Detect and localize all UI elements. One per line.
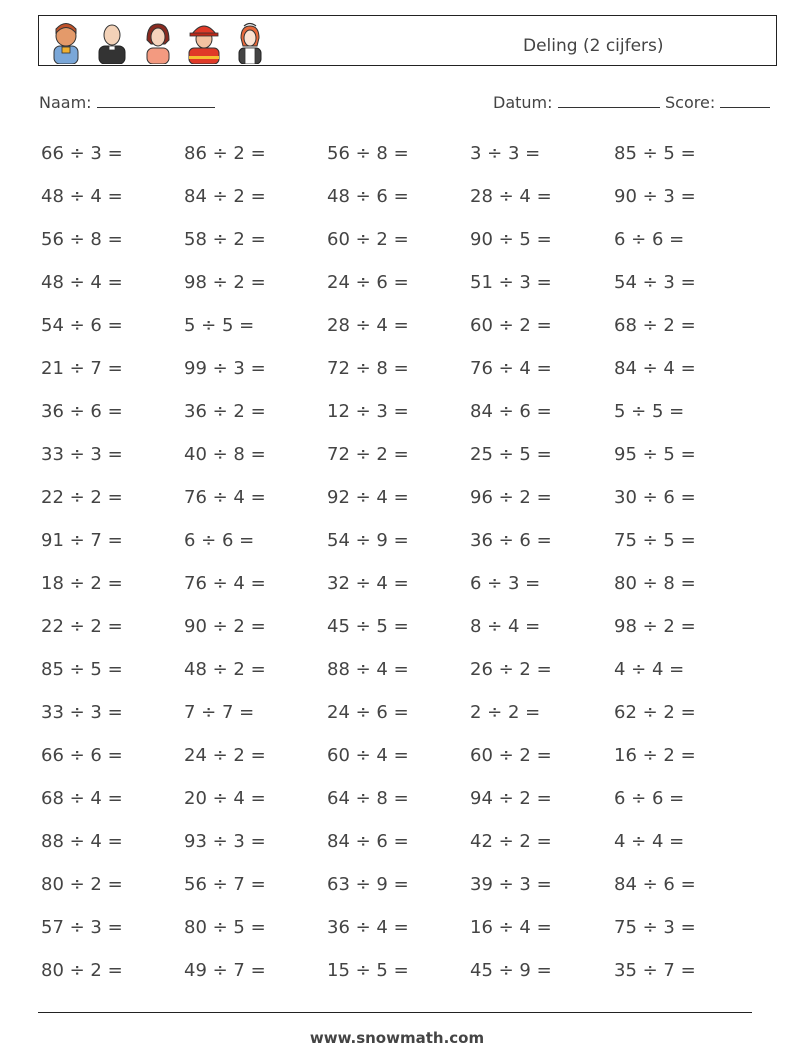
division-problem: 84 ÷ 6 =: [470, 401, 552, 422]
division-problem: 95 ÷ 5 =: [614, 444, 696, 465]
division-problem: 60 ÷ 2 =: [470, 315, 552, 336]
division-problem: 26 ÷ 2 =: [470, 659, 552, 680]
maid-avatar-icon: [231, 20, 269, 64]
division-problem: 32 ÷ 4 =: [327, 573, 409, 594]
footer-divider: [38, 1012, 752, 1013]
division-problem: 40 ÷ 8 =: [184, 444, 266, 465]
division-problem: 75 ÷ 5 =: [614, 530, 696, 551]
division-problem: 48 ÷ 6 =: [327, 186, 409, 207]
firefighter-avatar-icon: [185, 20, 223, 64]
division-problem: 35 ÷ 7 =: [614, 960, 696, 981]
division-problem: 63 ÷ 9 =: [327, 874, 409, 895]
division-problem: 6 ÷ 6 =: [184, 530, 255, 551]
division-problem: 88 ÷ 4 =: [41, 831, 123, 852]
division-problem: 85 ÷ 5 =: [41, 659, 123, 680]
division-problem: 49 ÷ 7 =: [184, 960, 266, 981]
division-problem: 8 ÷ 4 =: [470, 616, 541, 637]
division-problem: 93 ÷ 3 =: [184, 831, 266, 852]
division-problem: 48 ÷ 4 =: [41, 186, 123, 207]
priest-avatar-icon: [93, 20, 131, 64]
division-problem: 4 ÷ 4 =: [614, 831, 685, 852]
division-problem: 33 ÷ 3 =: [41, 444, 123, 465]
division-problem: 72 ÷ 2 =: [327, 444, 409, 465]
division-problem: 91 ÷ 7 =: [41, 530, 123, 551]
division-problem: 33 ÷ 3 =: [41, 702, 123, 723]
division-problem: 36 ÷ 6 =: [470, 530, 552, 551]
division-problem: 88 ÷ 4 =: [327, 659, 409, 680]
division-problem: 4 ÷ 4 =: [614, 659, 685, 680]
division-problem: 28 ÷ 4 =: [470, 186, 552, 207]
division-problem: 64 ÷ 8 =: [327, 788, 409, 809]
name-blank-line[interactable]: [97, 93, 215, 108]
division-problem: 45 ÷ 9 =: [470, 960, 552, 981]
division-problem: 12 ÷ 3 =: [327, 401, 409, 422]
division-problem: 76 ÷ 4 =: [184, 487, 266, 508]
division-problem: 51 ÷ 3 =: [470, 272, 552, 293]
division-problem: 96 ÷ 2 =: [470, 487, 552, 508]
division-problem: 20 ÷ 4 =: [184, 788, 266, 809]
division-problem: 84 ÷ 6 =: [327, 831, 409, 852]
division-problem: 80 ÷ 2 =: [41, 874, 123, 895]
division-problem: 48 ÷ 2 =: [184, 659, 266, 680]
division-problem: 22 ÷ 2 =: [41, 616, 123, 637]
division-problem: 66 ÷ 6 =: [41, 745, 123, 766]
division-problem: 56 ÷ 7 =: [184, 874, 266, 895]
date-blank-line[interactable]: [558, 93, 660, 108]
division-problem: 80 ÷ 2 =: [41, 960, 123, 981]
score-label: Score:: [665, 93, 716, 112]
worker-avatar-icon: [47, 20, 85, 64]
avatar-strip: [47, 20, 269, 64]
division-problem: 2 ÷ 2 =: [470, 702, 541, 723]
division-problem: 54 ÷ 6 =: [41, 315, 123, 336]
division-problem: 60 ÷ 4 =: [327, 745, 409, 766]
division-problem: 62 ÷ 2 =: [614, 702, 696, 723]
division-problem: 24 ÷ 6 =: [327, 272, 409, 293]
division-problem: 25 ÷ 5 =: [470, 444, 552, 465]
division-problem: 15 ÷ 5 =: [327, 960, 409, 981]
division-problem: 84 ÷ 2 =: [184, 186, 266, 207]
division-problem: 84 ÷ 4 =: [614, 358, 696, 379]
division-problem: 30 ÷ 6 =: [614, 487, 696, 508]
worksheet-title: Deling (2 cijfers): [523, 36, 664, 56]
division-problem: 7 ÷ 7 =: [184, 702, 255, 723]
name-label: Naam:: [39, 93, 92, 112]
division-problem: 39 ÷ 3 =: [470, 874, 552, 895]
score-field[interactable]: [665, 93, 770, 112]
division-problem: 28 ÷ 4 =: [327, 315, 409, 336]
division-problem: 45 ÷ 5 =: [327, 616, 409, 637]
division-problem: 72 ÷ 8 =: [327, 358, 409, 379]
division-problem: 54 ÷ 9 =: [327, 530, 409, 551]
division-problem: 98 ÷ 2 =: [184, 272, 266, 293]
division-problem: 80 ÷ 5 =: [184, 917, 266, 938]
division-problem: 5 ÷ 5 =: [184, 315, 255, 336]
woman-avatar-icon: [139, 20, 177, 64]
division-problem: 24 ÷ 6 =: [327, 702, 409, 723]
score-blank-line[interactable]: [720, 93, 770, 108]
date-field[interactable]: [493, 93, 660, 112]
date-label: Datum:: [493, 93, 553, 112]
division-problem: 36 ÷ 2 =: [184, 401, 266, 422]
division-problem: 68 ÷ 4 =: [41, 788, 123, 809]
division-problem: 56 ÷ 8 =: [327, 143, 409, 164]
division-problem: 99 ÷ 3 =: [184, 358, 266, 379]
division-problem: 90 ÷ 3 =: [614, 186, 696, 207]
division-problem: 36 ÷ 6 =: [41, 401, 123, 422]
division-problem: 98 ÷ 2 =: [614, 616, 696, 637]
division-problem: 68 ÷ 2 =: [614, 315, 696, 336]
division-problem: 90 ÷ 2 =: [184, 616, 266, 637]
footer-url: www.snowmath.com: [309, 1029, 485, 1047]
division-problem: 16 ÷ 2 =: [614, 745, 696, 766]
name-field[interactable]: [39, 93, 215, 112]
division-problem: 84 ÷ 6 =: [614, 874, 696, 895]
division-problem: 56 ÷ 8 =: [41, 229, 123, 250]
division-problem: 3 ÷ 3 =: [470, 143, 541, 164]
division-problem: 21 ÷ 7 =: [41, 358, 123, 379]
division-problem: 18 ÷ 2 =: [41, 573, 123, 594]
division-problem: 60 ÷ 2 =: [470, 745, 552, 766]
division-problem: 6 ÷ 6 =: [614, 788, 685, 809]
division-problem: 6 ÷ 6 =: [614, 229, 685, 250]
division-problem: 86 ÷ 2 =: [184, 143, 266, 164]
division-problem: 60 ÷ 2 =: [327, 229, 409, 250]
division-problem: 42 ÷ 2 =: [470, 831, 552, 852]
division-problem: 22 ÷ 2 =: [41, 487, 123, 508]
division-problem: 76 ÷ 4 =: [470, 358, 552, 379]
division-problem: 36 ÷ 4 =: [327, 917, 409, 938]
division-problem: 66 ÷ 3 =: [41, 143, 123, 164]
division-problem: 90 ÷ 5 =: [470, 229, 552, 250]
division-problem: 48 ÷ 4 =: [41, 272, 123, 293]
division-problem: 85 ÷ 5 =: [614, 143, 696, 164]
division-problem: 24 ÷ 2 =: [184, 745, 266, 766]
division-problem: 80 ÷ 8 =: [614, 573, 696, 594]
division-problem: 92 ÷ 4 =: [327, 487, 409, 508]
division-problem: 54 ÷ 3 =: [614, 272, 696, 293]
division-problem: 76 ÷ 4 =: [184, 573, 266, 594]
worksheet-header: [38, 15, 777, 66]
division-problem: 94 ÷ 2 =: [470, 788, 552, 809]
division-problem: 16 ÷ 4 =: [470, 917, 552, 938]
division-problem: 75 ÷ 3 =: [614, 917, 696, 938]
division-problem: 57 ÷ 3 =: [41, 917, 123, 938]
division-problem: 5 ÷ 5 =: [614, 401, 685, 422]
division-problem: 58 ÷ 2 =: [184, 229, 266, 250]
division-problem: 6 ÷ 3 =: [470, 573, 541, 594]
